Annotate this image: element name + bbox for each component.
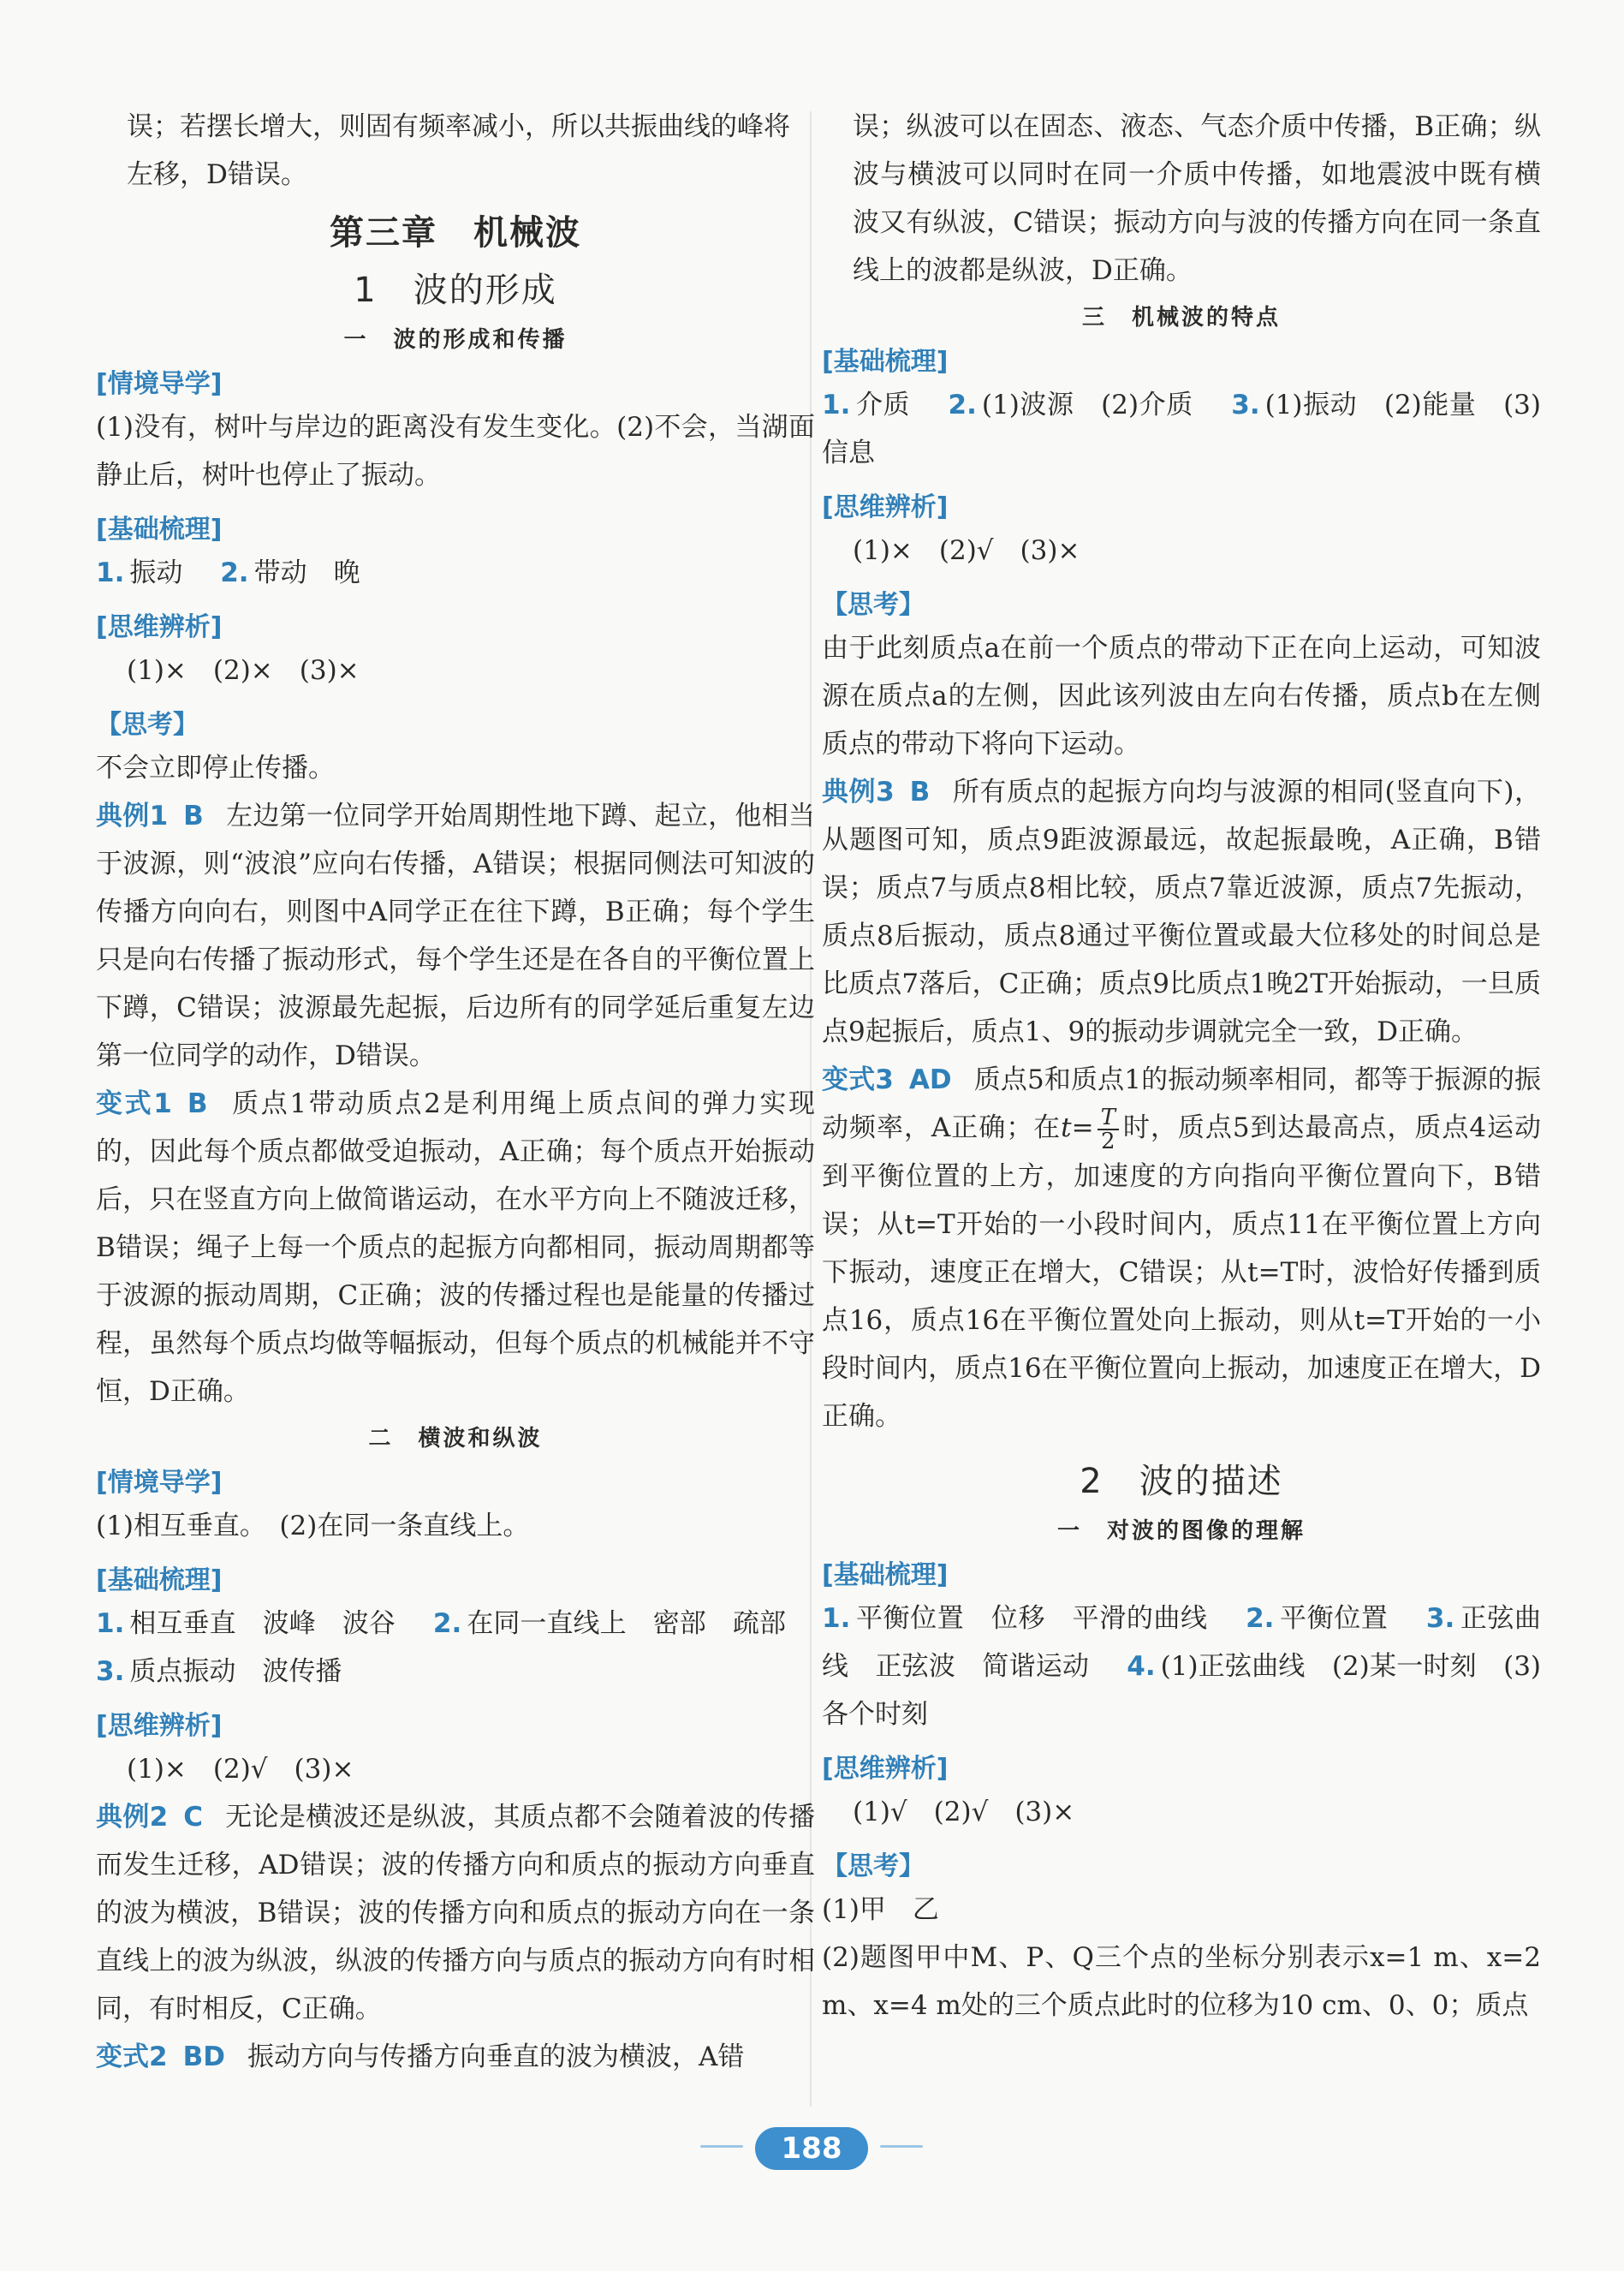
tag-sikao: 【思考】 [822,590,925,620]
answer-item: 在同一直线上 密部 疏部 [467,1608,787,1639]
continued-line-2: 左移，D错误。 [127,159,307,190]
item-number: 3. [1425,1602,1455,1634]
section-heading: 二 横波和纵波 [368,1426,543,1451]
example-answer: B [183,801,204,832]
answer-list [822,1594,1541,1738]
example-paragraph [96,1793,815,2033]
tag-siwei-bianxi: [思维辨析] [822,1753,949,1784]
answer-text: 由于此刻质点a在前一个质点的带动下正在向上运动，可知波源在质点a的左侧，因此该列波由左向右传播，质点b在左侧质点的带动下将向下运动。 [822,633,1541,760]
section-heading: 一 波的形成和传播 [343,327,568,353]
right-column [822,103,1541,2030]
section-heading: 一 对波的图像的理解 [1056,1517,1306,1544]
variant-explanation: 质点1带动质点2是利用绳上质点间的弹力实现的，因此每个质点都做受迫振动，A正确；每个质点开始振动后，只在竖直方向上做简谐运动，在水平方向上不随波迁移，B错误；绳子上每一个质点的起振方向都相同，振动周期都等于波源的振动周期，C正确；波的传播过程也是能量的传播过程，虽然每个质点均做等幅振动，但每个质点的机械能并不守恒，D正确。 [96,1088,815,1407]
answer-text: (1)没有，树叶与岸边的距离没有发生变化。(2)不会，当湖面静止后，树叶也停止了振动。 [96,412,815,491]
answer-item: (1)波源 (2)介质 [981,390,1193,420]
tag-jichu-shuli: [基础梳理] [96,515,223,545]
example-answer: C [183,1802,203,1833]
tag-siwei-bianxi: [思维辨析] [96,1711,223,1741]
continued-line-1: 误；若摆长增大，则固有频率减小，所以共振曲线的峰将 [127,111,790,142]
lesson-title: 2 波的描述 [1080,1461,1283,1501]
variant-label: 变式2 [96,2042,168,2072]
tag-jichu-shuli: [基础梳理] [822,347,949,377]
variant-1 [96,1080,815,1416]
answer-text: (1)甲 乙 [822,1893,939,1925]
example-label: 典例2 [96,1802,169,1833]
tag-qingjing-daoxue: [情境导学] [96,1468,223,1498]
example-explanation: 左边第一位同学开始周期性地下蹲、起立，他相当于波源，则“波浪”应向右传播，A错误；根据同侧法可知波的传播方向向右，则图中A同学正在往下蹲，B正确；每个学生只是向右传播了振动形式，每个学生还是在各自的平衡位置上下蹲，C错误；波源最先起振，后边所有的同学延后重复左边第一位同学的动作，D错误。 [96,801,815,1071]
variant-explanation-part1: 质点5和质点1的振动频率相同，都等于振源的振动频率，A正确；在 [822,1064,1541,1143]
judgment-answers: (1)× (2)√ (3)× [127,1754,354,1785]
equation-lhs: t= [1061,1112,1094,1143]
item-number: 4. [1127,1650,1156,1682]
fraction-denominator: 2 [1101,1128,1115,1154]
item-number: 3. [1231,390,1260,420]
tag-qingjing-daoxue: [情境导学] [96,369,223,399]
item-number: 1. [96,557,125,588]
example-paragraph [822,768,1541,1056]
variant-answer: B [187,1088,208,1119]
left-column [96,103,815,2081]
example-explanation: 无论是横波还是纵波，其质点都不会随着波的传播而发生迁移，AD错误；波的传播方向和质点的振动方向垂直的波为横波，B错误；波的传播方向和质点的振动方向在一条直线上的波为纵波，纵波的传播方向与质点的振动方向有时相同，有时相反，C正确。 [96,1802,816,2024]
answer-text: (2)题图甲中M、P、Q三个点的坐标分别表示x=1 m、x=2 m、x=4 m处的三个质点此时的位移为10 cm、0、0；质点 [822,1941,1541,2021]
variant-paragraph [96,2033,815,2081]
section-heading: 三 机械波的特点 [1081,305,1281,331]
item-number: 1. [96,1608,125,1639]
page-number: 188 [755,2127,868,2170]
variant-paragraph [96,1080,815,1416]
item-number: 2. [432,1608,462,1639]
example-1 [96,792,815,1080]
answer-text: (1)相互垂直。 (2)在同一条直线上。 [96,1511,530,1541]
judgment-answers: (1)√ (2)√ (3)× [853,1796,1075,1827]
answer-text: 不会立即停止传播。 [96,753,335,784]
answer-item: 介质 [855,390,911,420]
item-number: 1. [822,390,851,420]
tag-siwei-bianxi: [思维辨析] [96,612,223,642]
example-paragraph [96,792,815,1080]
answer-item: 质点振动 波传播 [129,1656,342,1687]
example-label: 典例1 [96,801,169,832]
variant-answer: BD [182,2042,225,2072]
answer-list [96,549,815,597]
variant-3 [822,1056,1541,1440]
lesson-title: 1 波的形成 [354,271,557,310]
chapter-title: 第三章 机械波 [330,213,581,253]
page-number-decoration-left [700,2145,743,2148]
variant-label: 变式1 [96,1088,172,1119]
variant-2 [96,2033,815,2081]
answer-item: (1)正弦曲线 (2)某一时刻 (3)各个时刻 [822,1650,1542,1730]
answer-item: 相互垂直 波峰 波谷 [129,1608,396,1639]
variant-explanation-part2: 时，质点5到达最高点，质点4运动到平衡位置的上方，加速度的方向指向平衡位置向下，B错误；从t=T开始的一小段时间内，质点11在平衡位置上方向下振动，速度正在增大，C错误；从t=T时，波恰好传播到质点16，质点16在平衡位置处向上振动，则从t=T开始的一小段时间内，质点16在平衡位置向上振动，加速度正在增大，D正确。 [822,1112,1541,1432]
continued-paragraph: 误；纵波可以在固态、液态、气态介质中传播，B正确；纵波与横波可以同时在同一介质中传播，如地震波中既有横波又有纵波，C错误；振动方向与波的传播方向在同一条直线上的波都是纵波，D正确。 [853,111,1541,286]
answer-list [822,381,1541,477]
fraction-numerator: T [1098,1106,1119,1130]
item-number: 2. [220,557,249,588]
item-number: 2. [948,390,977,420]
variant-explanation: 振动方向与传播方向垂直的波为横波，A错 [247,2042,745,2072]
variant-answer: AD [908,1064,952,1095]
variant-paragraph [822,1056,1541,1440]
example-explanation: 所有质点的起振方向均与波源的相同(竖直向下)，从题图可知，质点9距波源最远，故起振最晚，A正确，B错误；质点7与质点8相比较，质点7靠近波源，质点7先振动，质点8后振动，质点8通过平衡位置或最大位移处的时间总是比质点7落后，C正确；质点9比质点1晚2T开始振动，一旦质点9起振后，质点1、9的振动步调就完全一致，D正确。 [822,777,1542,1047]
answer-list [96,1600,815,1696]
example-2 [96,1793,815,2033]
judgment-answers: (1)× (2)√ (3)× [853,535,1080,566]
page-number-decoration-right [880,2145,923,2148]
tag-jichu-shuli: [基础梳理] [822,1559,949,1590]
answer-item: 平衡位置 位移 平滑的曲线 [855,1602,1208,1634]
tag-siwei-bianxi: [思维辨析] [822,492,949,522]
fraction [1098,1106,1119,1153]
tag-jichu-shuli: [基础梳理] [96,1565,223,1595]
item-number: 2. [1246,1602,1275,1634]
example-label: 典例3 [822,777,895,808]
item-number: 1. [822,1602,851,1634]
answer-item: 正弦曲线 正弦波 简谐运动 [822,1602,1542,1682]
example-3 [822,768,1541,1056]
variant-label: 变式3 [822,1064,894,1095]
answer-item: 平衡位置 [1279,1602,1389,1634]
answer-item: (1)振动 (2)能量 (3)信息 [822,390,1541,468]
judgment-answers: (1)× (2)× (3)× [127,655,360,686]
answer-item: 带动 晚 [253,557,360,588]
item-number: 3. [96,1656,125,1687]
example-answer: B [909,777,931,808]
answer-item: 振动 [129,557,183,588]
tag-sikao: 【思考】 [96,710,199,740]
tag-sikao: 【思考】 [822,1851,925,1881]
